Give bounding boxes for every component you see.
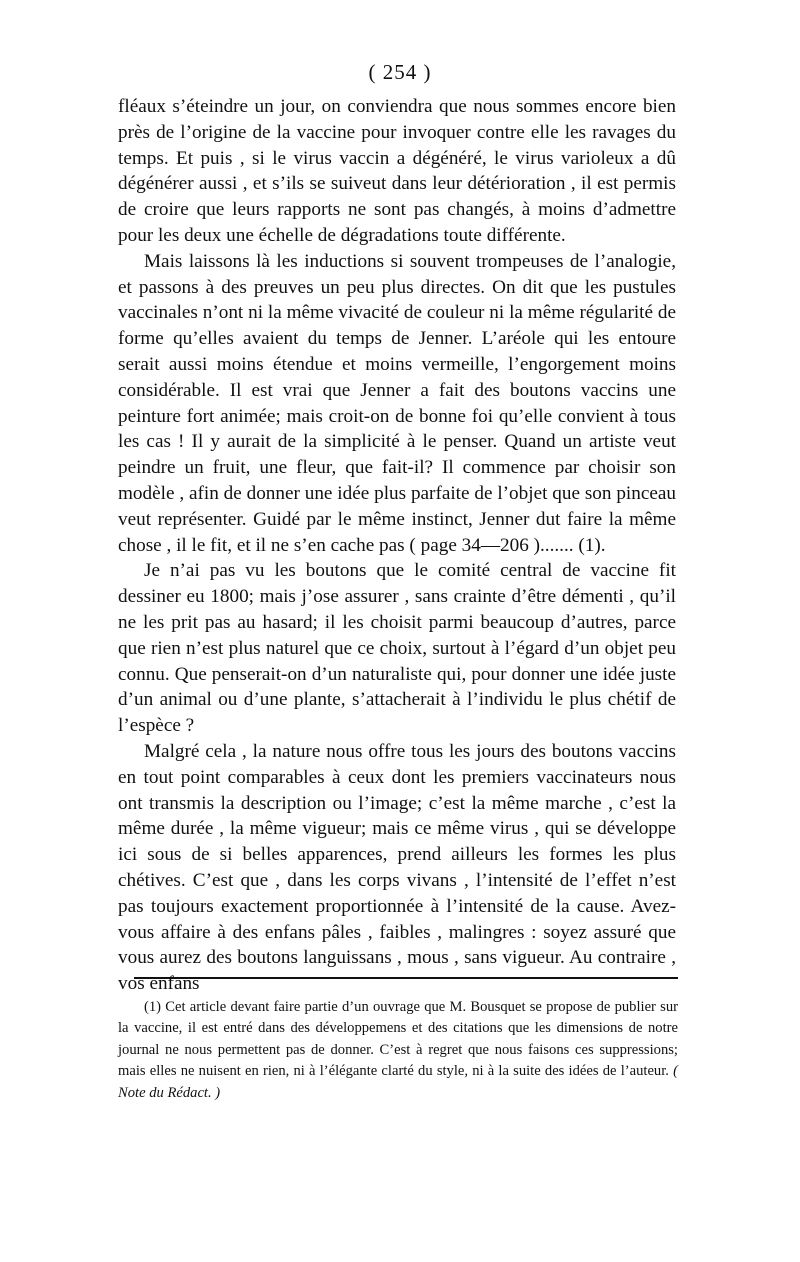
footnote-divider [134,977,678,979]
footnote-note-tag: ( Note du Rédact. ) [118,1063,678,1101]
paragraph-3: Je n’ai pas vu les boutons que le comité central de vaccine fit dessiner eu 1800; mais j’ose assurer , sans crainte d’être démenti , qu’il ne les prit pas au hasard; il les choisit parmi beaucoup d’autres, parce que rien n’est plus naturel que ce choix, surtout à l’égard d’un objet peu connu. Que penserait-on d’un naturaliste qui, pour donner une idée juste d’un animal ou d’une plante, s’attacherait à l’individu le plus chétif de l’espèce ? [118,560,676,737]
footnote [118,997,678,1104]
footnote-text: (1) Cet article devant faire partie d’un ouvrage que M. Bousquet se propose de publier sur la vaccine, il est entré dans des développemens et des citations que les dimensions de notre journal ne nous permettent pas de donner. C’est à regret que nous faisons ces suppressions; mais elles ne nuisent en rien, ni à l’élégante clarté du style, ni à la suite des idées de l’auteur. [118,999,678,1080]
body-text [118,94,676,997]
paragraph-1: fléaux s’éteindre un jour, on conviendra que nous sommes encore bien près de l’origine de la vaccine pour invoquer contre elle les ravages du temps. Et puis , si le virus vaccin a dégénéré, le virus varioleux a dû dégénérer aussi , et s’ils se suiveut dans leur détérioration , il est permis de croire que leurs rapports ne sont pas changés, à moins d’admettre pour les deux une échelle de dégradations toute différente. [118,96,676,246]
page-number: ( 254 ) [368,60,432,84]
paragraph-4: Malgré cela , la nature nous offre tous les jours des boutons vaccins en tout point comparables à ceux dont les premiers vaccinateurs nous ont transmis la description ou l’image; c’est la même marche , c’est la même durée , la même vigueur; mais ce même virus , qui se développe ici sous de si belles apparences, prend ailleurs les formes les plus chétives. C’est que , dans les corps vivans , l’intensité de l’effet n’est pas toujours exactement proportionnée à l’intensité de la cause. Avez-vous affaire à des enfans pâles , faibles , malingres : soyez assuré que vous aurez des boutons languissans , mous , sans vigueur. Au contraire , vos enfans [118,740,676,995]
paragraph-2: Mais laissons là les inductions si souvent trompeuses de l’analogie, et passons à des preuves un peu plus directes. On dit que les pustules vaccinales n’ont ni la même vivacité de couleur ni la même régularité de forme qu’elles avaient du temps de Jenner. L’aréole qui les entoure serait aussi moins étendue et moins vermeille, l’engorgement moins considérable. Il est vrai que Jenner a fait des boutons vaccins une peinture fort animée; mais croit-on de bonne foi qu’elle convient à tous les cas ! Il y aurait de la simplicité à le penser. Quand un artiste veut peindre un fruit, une fleur, que fait-il? Il commence par choisir son modèle , afin de donner une idée plus parfaite de l’objet que son pinceau veut représenter. Guidé par le même instinct, Jenner dut faire la même chose , il le fit, et il ne s’en cache pas ( page 34—206 )....... (1). [118,250,676,556]
